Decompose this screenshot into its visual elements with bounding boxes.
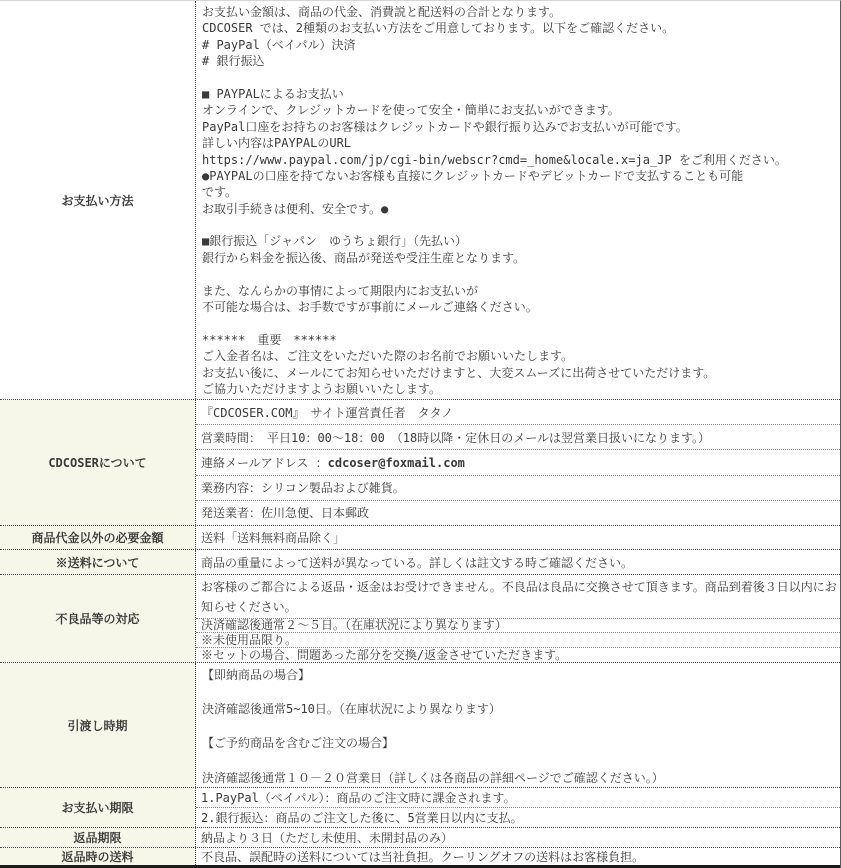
text-line: 【ご予約商品を含むご注文の場合】	[202, 736, 395, 751]
shipping-carrier-row	[196, 500, 840, 525]
blank-line	[202, 753, 836, 770]
text-line: 不可能な場合は、お手数ですが事前にメールご連絡ください。	[202, 300, 538, 315]
table-row-return-shipping	[0, 847, 840, 865]
site-operator-text: 『CDCOSER.COM』 サイト運営責任者 タタノ	[201, 405, 454, 420]
return-deadline-row	[196, 828, 840, 847]
row-label-return-shipping	[0, 848, 196, 865]
exchange-time-row	[196, 618, 840, 633]
text-line: 詳しい内容はPAYPALのURL	[202, 136, 352, 151]
blank-line	[202, 315, 836, 331]
return-shipping-content	[196, 848, 840, 865]
text-line: ●PAYPALの口座を持てないお客様も直接にクレジットカードやデビットカードで支払することも可能	[202, 168, 744, 183]
business-description-row	[196, 475, 840, 500]
blank-line	[202, 217, 836, 233]
row-label-payment-method	[0, 1, 196, 399]
row-label-text: 不良品等の対応	[55, 612, 140, 626]
row-label-text: お支払い方法	[61, 193, 134, 208]
row-label-text: お支払い期限	[61, 801, 134, 815]
table-row-delivery-time	[0, 662, 840, 787]
blank-line	[202, 70, 836, 86]
contact-email-label: 連絡メールアドレス ：	[201, 456, 328, 470]
paypal-deadline-row	[196, 788, 840, 807]
text-line: 【即納商品の場合】	[202, 668, 311, 682]
defective-items-content	[196, 575, 840, 662]
text-line: ご入金者名は、ご注文をいただいた際のお名前でお願いいたします。	[202, 349, 574, 364]
business-description-text: 業務内容：シリコン製品および雑貨。	[201, 481, 405, 496]
business-hours-row	[196, 424, 840, 449]
text-line: ■銀行振込「ジャパン ゆうちょ銀行」（先払い）	[202, 234, 467, 249]
row-label-payment-deadline	[0, 788, 196, 827]
blank-line	[202, 684, 836, 701]
text-line: PayPal口座をお持ちのお客様はクレジットカードや銀行振り込みでお支払いが可能です。	[202, 119, 688, 134]
business-hours-text: 営業時間： 平日10：00～18：00 （18時以降・定休日のメールは翌営業日扱いになります。）	[201, 430, 711, 445]
text-line: # PayPal（ベイパル）決済	[202, 37, 356, 52]
return-deadline-content	[196, 828, 840, 847]
table-row-payment-method	[0, 1, 840, 399]
shipping-carrier-text: 発送業者：佐川急便、日本郵政	[201, 506, 370, 521]
text-line: CDCOSER では、2種類のお支払い方法をご用意しております。以下をご確認ください。	[202, 21, 675, 36]
extra-fees-content	[196, 526, 840, 549]
site-operator-row	[196, 400, 840, 424]
table-row-extra-fees	[0, 525, 840, 549]
row-label-shipping-fee	[0, 550, 196, 574]
set-exchange-row	[196, 647, 840, 662]
shipping-fee-content	[196, 550, 840, 574]
row-label-text: 返品時の送料	[61, 850, 134, 864]
extra-fees-text: 送料「送料無料商品除く」	[201, 531, 346, 545]
table-row-about	[0, 399, 840, 525]
text-line: オンラインで、クレジットカードを使って安全・簡単にお支払いができます。	[202, 103, 620, 118]
set-exchange-text: ※セットの場合、問題あった部分を交換/返金させていただきます。	[201, 648, 568, 662]
shipping-fee-row	[196, 550, 840, 574]
text-line: 決済確認後通常１０－２０営業日（詳しくは各商品の詳細ページでご確認ください。）	[202, 770, 664, 785]
table-row-shipping-fee	[0, 549, 840, 574]
row-label-extra-fees	[0, 526, 196, 549]
row-label-text: CDCOSERについて	[48, 456, 147, 470]
paypal-url-text: https://www.paypal.com/jp/cgi-bin/webscr?cmd=_home&locale.x=ja_JP をご利用ください。	[202, 152, 787, 167]
shipping-fee-text: 商品の重量によって送料が異なっている。詳しくは註文する時ご確認ください。	[201, 555, 634, 570]
unused-only-row	[196, 632, 840, 647]
return-deadline-text: 納品より３日（ただし未使用、未開封品のみ）	[201, 831, 454, 845]
returns-policy-row	[196, 575, 840, 618]
payment-method-content	[196, 1, 840, 399]
text-line: お支払い後に、メールにてお知らせいただけますと、大変スムーズに出荷させていただけます。	[202, 365, 716, 380]
row-label-about	[0, 400, 196, 525]
blank-line	[202, 266, 836, 282]
row-label-text: ※送料について	[55, 555, 140, 570]
table-row-defective-items	[0, 574, 840, 662]
text-line: お支払い金額は、商品の代金、消費説と配送料の合計となります。	[202, 5, 562, 19]
contact-email-row	[196, 449, 840, 474]
about-content	[196, 400, 840, 525]
text-line: また、なんらかの事情によって期限内にお支払いが	[202, 283, 479, 298]
row-label-defective-items	[0, 575, 196, 662]
important-marker-text: ****** 重要 ******	[202, 332, 337, 347]
bank-deadline-row	[196, 807, 840, 827]
row-label-delivery-time	[0, 663, 196, 787]
exchange-time-text: 決済確認後通常２～５日。（在庫状況により異なります）	[201, 618, 508, 633]
returns-policy-text: お客様のご都合による返品・返金はお受けできません。不良品は良品に交換させて頂きます。商品到着後３日以内にお知らせください。	[201, 580, 837, 614]
text-line: 銀行から料金を振込後、商品が発送や受注生産となります。	[202, 250, 526, 265]
row-label-text: 商品代金以外の必要金額	[31, 531, 164, 545]
unused-only-text: ※未使用品限り。	[201, 633, 298, 648]
return-shipping-text: 不良品、誤配時の送料については当社負担。クーリングオフの送料はお客様負担。	[201, 850, 645, 864]
table-row-payment-deadline	[0, 787, 840, 827]
paypal-deadline-text: 1.PayPal（ベイパル）：商品のご注文時に課金されます。	[201, 791, 516, 805]
blank-line	[202, 719, 836, 736]
text-line: ご協力いただけますようお願いいたします。	[202, 381, 442, 396]
text-line: 決済確認後通常5~10日。（在庫状況により異なります）	[202, 702, 501, 717]
row-label-text: 返品期限	[73, 831, 122, 845]
contact-email-address: cdcoser@foxmail.com	[327, 455, 465, 470]
text-line: ■ PAYPALによるお支払い	[202, 86, 344, 101]
row-label-return-deadline	[0, 828, 196, 847]
text-line: です。	[202, 185, 238, 200]
table-row-return-deadline	[0, 827, 840, 847]
text-line: お取引手続きは便利、安全です。●	[202, 201, 389, 216]
return-shipping-row	[196, 848, 840, 865]
row-label-text: 引渡し時期	[67, 718, 128, 733]
text-line: # 銀行振込	[202, 54, 265, 69]
bank-deadline-text: 2.銀行振込：商品のご注文した後に、5営業日以内に支払。	[201, 811, 523, 825]
payment-deadline-content	[196, 788, 840, 827]
extra-fees-row	[196, 526, 840, 549]
delivery-time-content	[196, 663, 840, 787]
